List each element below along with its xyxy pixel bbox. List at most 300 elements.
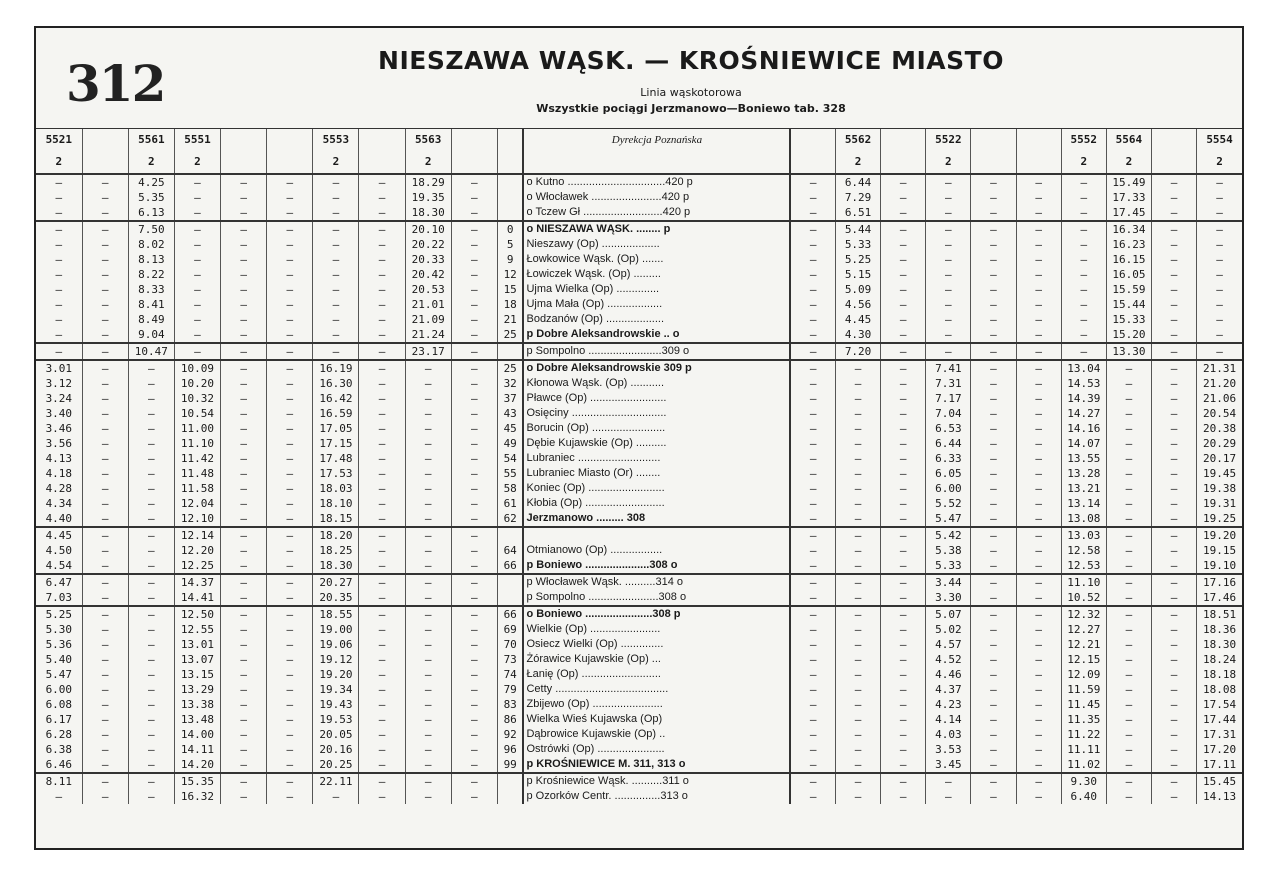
timetable-row bbox=[36, 221, 1242, 237]
km-value bbox=[497, 773, 523, 789]
time-up: — bbox=[1016, 757, 1061, 773]
time-up: 4.23 bbox=[926, 697, 971, 712]
time-up: — bbox=[1016, 252, 1061, 267]
timetable-row bbox=[36, 558, 1242, 574]
time-down: — bbox=[451, 312, 497, 327]
time-down: — bbox=[451, 267, 497, 282]
time-up: 14.53 bbox=[1061, 376, 1106, 391]
time-down: — bbox=[267, 174, 313, 190]
time-up: — bbox=[971, 622, 1016, 637]
time-down: 14.20 bbox=[174, 757, 220, 773]
time-up: — bbox=[881, 682, 926, 697]
time-down: — bbox=[267, 652, 313, 667]
time-down: — bbox=[128, 606, 174, 622]
time-down: 19.20 bbox=[313, 667, 359, 682]
time-up: — bbox=[790, 574, 835, 590]
time-up: — bbox=[1151, 421, 1196, 436]
time-down: 10.20 bbox=[174, 376, 220, 391]
time-down: — bbox=[359, 451, 405, 466]
time-down: 20.33 bbox=[405, 252, 451, 267]
time-up: — bbox=[790, 590, 835, 606]
time-down: — bbox=[221, 682, 267, 697]
train-class-down: 2 bbox=[55, 155, 63, 168]
time-up: — bbox=[1106, 421, 1151, 436]
time-down: — bbox=[451, 297, 497, 312]
station-name: Zbijewo (Op) ....................... bbox=[523, 697, 790, 712]
timetable-row bbox=[36, 496, 1242, 511]
km-value: 37 bbox=[497, 391, 523, 406]
time-down: — bbox=[128, 466, 174, 481]
time-down: — bbox=[405, 622, 451, 637]
time-down: 5.25 bbox=[36, 606, 82, 622]
time-down: 19.12 bbox=[313, 652, 359, 667]
time-up: 18.18 bbox=[1197, 667, 1242, 682]
time-up: — bbox=[1197, 297, 1242, 312]
km-value bbox=[497, 205, 523, 221]
time-up: — bbox=[1151, 622, 1196, 637]
station-name: o Włocławek .......................420 p bbox=[523, 190, 790, 205]
time-down: 6.17 bbox=[45, 713, 73, 726]
time-down: — bbox=[221, 327, 267, 343]
time-up: — bbox=[881, 511, 926, 527]
time-down: 16.19 bbox=[313, 360, 359, 376]
time-up: — bbox=[1151, 312, 1196, 327]
time-down: 18.29 bbox=[405, 174, 451, 190]
time-down: — bbox=[267, 421, 313, 436]
time-down: — bbox=[267, 406, 313, 421]
km-value bbox=[497, 590, 523, 606]
time-down: — bbox=[128, 421, 174, 436]
time-up: 18.36 bbox=[1197, 622, 1242, 637]
time-down: — bbox=[128, 697, 174, 712]
time-up: 3.45 bbox=[926, 757, 971, 773]
time-down: — bbox=[451, 742, 497, 757]
time-down: — bbox=[313, 252, 359, 267]
time-down: — bbox=[359, 622, 405, 637]
time-up: — bbox=[1106, 436, 1151, 451]
train-number-up bbox=[1151, 129, 1196, 151]
time-up: — bbox=[1016, 496, 1061, 511]
time-up: 4.45 bbox=[836, 312, 881, 327]
time-up: — bbox=[881, 606, 926, 622]
time-down: — bbox=[451, 682, 497, 697]
time-up: — bbox=[790, 436, 835, 451]
station-name: Ujma Wielka (Op) .............. bbox=[523, 282, 790, 297]
time-down: — bbox=[359, 543, 405, 558]
time-up: — bbox=[1016, 237, 1061, 252]
time-up: — bbox=[1151, 637, 1196, 652]
time-up: — bbox=[1106, 376, 1151, 391]
time-down: 20.27 bbox=[313, 574, 359, 590]
time-down: — bbox=[267, 789, 313, 804]
time-up: — bbox=[790, 376, 835, 391]
time-down: 18.03 bbox=[313, 481, 359, 496]
time-up: 13.21 bbox=[1061, 481, 1106, 496]
km-header bbox=[497, 129, 523, 151]
time-down: — bbox=[359, 789, 405, 804]
time-up: — bbox=[790, 391, 835, 406]
timetable-row bbox=[36, 757, 1242, 773]
time-down: — bbox=[128, 511, 174, 527]
time-down: 11.42 bbox=[174, 451, 220, 466]
timetable-row bbox=[36, 667, 1242, 682]
station-name: p Włocławek Wąsk. ..........314 o bbox=[523, 574, 790, 590]
time-down: 12.55 bbox=[174, 622, 220, 637]
time-up: — bbox=[1016, 682, 1061, 697]
time-up: — bbox=[881, 496, 926, 511]
time-up: — bbox=[1151, 574, 1196, 590]
time-up: — bbox=[881, 574, 926, 590]
time-up: 13.03 bbox=[1061, 527, 1106, 543]
time-up: — bbox=[971, 205, 1016, 221]
time-up: 7.20 bbox=[836, 343, 881, 360]
station-name: Osiecz Wielki (Op) .............. bbox=[523, 637, 790, 652]
time-up: — bbox=[971, 376, 1016, 391]
time-up: 17.11 bbox=[1197, 757, 1242, 773]
time-down: — bbox=[55, 268, 63, 281]
time-up: 4.52 bbox=[926, 652, 971, 667]
station-name: Żórawice Kujawskie (Op) ... bbox=[523, 652, 790, 667]
time-down: — bbox=[82, 652, 128, 667]
time-down: — bbox=[405, 667, 451, 682]
time-down: 5.40 bbox=[45, 653, 73, 666]
time-up: — bbox=[790, 789, 835, 804]
time-down: 14.11 bbox=[174, 742, 220, 757]
time-up: — bbox=[926, 174, 971, 190]
time-down: 13.29 bbox=[174, 682, 220, 697]
train-number-up: 5564 bbox=[1106, 129, 1151, 151]
time-down: — bbox=[128, 574, 174, 590]
time-down: 13.48 bbox=[174, 712, 220, 727]
time-down: — bbox=[267, 237, 313, 252]
time-down: 8.11 bbox=[36, 773, 82, 789]
station-name: p Ozorków Centr. ...............313 o bbox=[523, 789, 790, 804]
time-up: — bbox=[836, 667, 881, 682]
time-up: — bbox=[836, 481, 881, 496]
time-down: 16.42 bbox=[313, 391, 359, 406]
time-up: — bbox=[1016, 697, 1061, 712]
time-down: — bbox=[405, 682, 451, 697]
km-value: 92 bbox=[497, 727, 523, 742]
time-down: — bbox=[405, 543, 451, 558]
time-up: — bbox=[836, 652, 881, 667]
time-up: 13.30 bbox=[1106, 343, 1151, 360]
time-down: — bbox=[359, 667, 405, 682]
time-up: — bbox=[1016, 558, 1061, 574]
time-up: — bbox=[1016, 742, 1061, 757]
km-value: 70 bbox=[497, 637, 523, 652]
time-down: — bbox=[221, 406, 267, 421]
time-up: — bbox=[790, 205, 835, 221]
time-up: — bbox=[1016, 481, 1061, 496]
time-down: — bbox=[55, 298, 63, 311]
time-up: 5.44 bbox=[836, 221, 881, 237]
time-up: 6.53 bbox=[926, 421, 971, 436]
km-value: 9 bbox=[497, 252, 523, 267]
time-up: 12.27 bbox=[1061, 622, 1106, 637]
time-up: 3.44 bbox=[926, 574, 971, 590]
time-up: — bbox=[836, 466, 881, 481]
km-value bbox=[497, 789, 523, 804]
time-up: — bbox=[926, 773, 971, 789]
time-up: 5.38 bbox=[926, 543, 971, 558]
time-down: 20.25 bbox=[313, 757, 359, 773]
time-up: — bbox=[926, 190, 971, 205]
time-up: 14.07 bbox=[1061, 436, 1106, 451]
time-down: — bbox=[174, 237, 220, 252]
time-down: 3.46 bbox=[45, 422, 73, 435]
time-up: 13.28 bbox=[1061, 466, 1106, 481]
time-up: 19.20 bbox=[1197, 527, 1242, 543]
time-down: — bbox=[267, 282, 313, 297]
time-up: — bbox=[1106, 590, 1151, 606]
time-down: — bbox=[451, 574, 497, 590]
time-down: — bbox=[359, 558, 405, 574]
time-up: 4.37 bbox=[926, 682, 971, 697]
time-up: — bbox=[926, 252, 971, 267]
time-down: — bbox=[451, 527, 497, 543]
time-down: — bbox=[451, 496, 497, 511]
time-down: — bbox=[174, 205, 220, 221]
time-up: — bbox=[881, 637, 926, 652]
time-down: — bbox=[221, 436, 267, 451]
time-up: — bbox=[881, 297, 926, 312]
time-up: — bbox=[836, 574, 881, 590]
time-down: — bbox=[359, 637, 405, 652]
time-up: — bbox=[881, 421, 926, 436]
time-up: — bbox=[1016, 391, 1061, 406]
station-name: o NIESZAWA WĄSK. ........ p bbox=[523, 221, 790, 237]
km-value: 69 bbox=[497, 622, 523, 637]
time-down: — bbox=[82, 343, 128, 360]
time-down: — bbox=[359, 712, 405, 727]
km-value: 62 bbox=[497, 511, 523, 527]
time-up: — bbox=[1061, 282, 1106, 297]
time-up: 16.23 bbox=[1106, 237, 1151, 252]
station-name: Dębie Kujawskie (Op) .......... bbox=[523, 436, 790, 451]
time-up: — bbox=[1197, 205, 1242, 221]
time-up: — bbox=[971, 590, 1016, 606]
timetable-row bbox=[36, 451, 1242, 466]
time-up: 5.25 bbox=[836, 252, 881, 267]
time-down: — bbox=[221, 252, 267, 267]
time-up: — bbox=[1197, 190, 1242, 205]
time-down: — bbox=[313, 205, 359, 221]
time-down: 18.20 bbox=[313, 527, 359, 543]
km-value: 86 bbox=[497, 712, 523, 727]
time-down: — bbox=[405, 406, 451, 421]
time-up: — bbox=[1016, 327, 1061, 343]
time-down: — bbox=[359, 297, 405, 312]
time-down: — bbox=[267, 527, 313, 543]
time-down: 20.35 bbox=[313, 590, 359, 606]
timetable-row bbox=[36, 312, 1242, 327]
time-up: 15.20 bbox=[1106, 327, 1151, 343]
time-up: — bbox=[1151, 174, 1196, 190]
time-up: — bbox=[926, 343, 971, 360]
time-up: 21.31 bbox=[1197, 360, 1242, 376]
time-down: — bbox=[313, 190, 359, 205]
time-down: 10.47 bbox=[128, 343, 174, 360]
station-name: Otmianowo (Op) ................. bbox=[523, 543, 790, 558]
time-up: 15.59 bbox=[1106, 282, 1151, 297]
time-up: — bbox=[971, 174, 1016, 190]
time-down: 22.11 bbox=[313, 773, 359, 789]
time-up: — bbox=[1106, 406, 1151, 421]
km-value bbox=[497, 343, 523, 360]
time-up: — bbox=[836, 436, 881, 451]
time-down: — bbox=[359, 221, 405, 237]
time-up: — bbox=[971, 697, 1016, 712]
time-down: — bbox=[451, 667, 497, 682]
time-up: — bbox=[1016, 712, 1061, 727]
time-up: 6.33 bbox=[926, 451, 971, 466]
time-down: — bbox=[313, 297, 359, 312]
time-down: — bbox=[451, 637, 497, 652]
time-down: — bbox=[359, 481, 405, 496]
time-up: — bbox=[1016, 574, 1061, 590]
km-value: 61 bbox=[497, 496, 523, 511]
time-down: — bbox=[221, 297, 267, 312]
time-down: — bbox=[267, 360, 313, 376]
time-down: — bbox=[221, 606, 267, 622]
time-down: — bbox=[451, 174, 497, 190]
time-up: — bbox=[790, 511, 835, 527]
time-down: 4.13 bbox=[45, 452, 73, 465]
time-up: 6.51 bbox=[836, 205, 881, 221]
time-down: — bbox=[82, 190, 128, 205]
time-up: — bbox=[881, 667, 926, 682]
time-down: — bbox=[405, 451, 451, 466]
time-up: — bbox=[881, 451, 926, 466]
time-down: — bbox=[267, 558, 313, 574]
time-up: — bbox=[971, 312, 1016, 327]
station-name: Łowkowice Wąsk. (Op) ....... bbox=[523, 252, 790, 267]
time-up: — bbox=[836, 682, 881, 697]
time-down: — bbox=[82, 436, 128, 451]
station-name: Lubraniec Miasto (Or) ........ bbox=[523, 466, 790, 481]
time-down: 12.14 bbox=[174, 527, 220, 543]
train-number-down: 5553 bbox=[313, 129, 359, 151]
time-up: 17.16 bbox=[1197, 574, 1242, 590]
time-up: 16.15 bbox=[1106, 252, 1151, 267]
km-value: 25 bbox=[497, 327, 523, 343]
time-down: 6.00 bbox=[45, 683, 73, 696]
time-up: — bbox=[1197, 312, 1242, 327]
time-up: — bbox=[971, 511, 1016, 527]
time-down: — bbox=[451, 436, 497, 451]
time-up: — bbox=[1151, 252, 1196, 267]
time-down: — bbox=[313, 237, 359, 252]
time-down: — bbox=[267, 205, 313, 221]
time-up: — bbox=[881, 622, 926, 637]
time-down: — bbox=[359, 406, 405, 421]
timetable-row bbox=[36, 421, 1242, 436]
train-number-down: 5551 bbox=[174, 129, 220, 151]
time-down: — bbox=[267, 190, 313, 205]
time-up: — bbox=[836, 360, 881, 376]
station-name: Bodzanów (Op) ................... bbox=[523, 312, 790, 327]
time-up: — bbox=[1016, 343, 1061, 360]
time-up: — bbox=[1106, 606, 1151, 622]
time-down: 19.00 bbox=[313, 622, 359, 637]
time-down: 12.25 bbox=[174, 558, 220, 574]
time-up: 7.31 bbox=[926, 376, 971, 391]
timetable-row bbox=[36, 297, 1242, 312]
station-name: o Dobre Aleksandrowskie 309 p bbox=[523, 360, 790, 376]
time-up: — bbox=[1016, 205, 1061, 221]
time-down: — bbox=[221, 789, 267, 804]
time-up: — bbox=[1061, 267, 1106, 282]
time-up: — bbox=[1061, 205, 1106, 221]
km-value bbox=[497, 574, 523, 590]
time-down: — bbox=[82, 252, 128, 267]
time-up: — bbox=[1106, 652, 1151, 667]
train-class-down: 2 bbox=[405, 151, 451, 174]
train-class-up bbox=[790, 151, 835, 174]
time-down: — bbox=[359, 511, 405, 527]
time-up: — bbox=[836, 727, 881, 742]
time-down: — bbox=[451, 606, 497, 622]
time-up: — bbox=[790, 466, 835, 481]
train-class-up: 2 bbox=[926, 151, 971, 174]
time-down: — bbox=[221, 267, 267, 282]
time-down: — bbox=[405, 481, 451, 496]
time-down: — bbox=[221, 481, 267, 496]
km-value: 32 bbox=[497, 376, 523, 391]
time-down: — bbox=[221, 421, 267, 436]
time-up: — bbox=[790, 406, 835, 421]
time-up: 12.21 bbox=[1061, 637, 1106, 652]
time-up: 6.00 bbox=[926, 481, 971, 496]
time-down: — bbox=[405, 421, 451, 436]
timetable-row bbox=[36, 252, 1242, 267]
time-down: — bbox=[221, 496, 267, 511]
time-up: — bbox=[971, 282, 1016, 297]
km-value bbox=[497, 190, 523, 205]
km-value: 54 bbox=[497, 451, 523, 466]
time-down: — bbox=[128, 558, 174, 574]
time-down: 11.58 bbox=[174, 481, 220, 496]
timetable-row bbox=[36, 391, 1242, 406]
train-class-up bbox=[971, 151, 1016, 174]
timetable-row bbox=[36, 205, 1242, 221]
time-up: — bbox=[881, 205, 926, 221]
time-down: 6.38 bbox=[45, 743, 73, 756]
time-down: — bbox=[55, 238, 63, 251]
time-down: — bbox=[359, 757, 405, 773]
time-up: 7.41 bbox=[926, 360, 971, 376]
time-down: — bbox=[313, 174, 359, 190]
time-down: — bbox=[451, 773, 497, 789]
time-up: — bbox=[971, 221, 1016, 237]
time-up: — bbox=[1106, 789, 1151, 804]
time-up: — bbox=[971, 712, 1016, 727]
time-down: — bbox=[359, 360, 405, 376]
time-down: 18.30 bbox=[405, 205, 451, 221]
time-up: — bbox=[1016, 727, 1061, 742]
time-up: — bbox=[836, 697, 881, 712]
time-down: 14.00 bbox=[174, 727, 220, 742]
time-up: — bbox=[1016, 511, 1061, 527]
time-down: — bbox=[82, 312, 128, 327]
time-up: 11.02 bbox=[1061, 757, 1106, 773]
time-up: — bbox=[790, 712, 835, 727]
time-up: — bbox=[1151, 343, 1196, 360]
time-up: 7.17 bbox=[926, 391, 971, 406]
time-down: — bbox=[359, 252, 405, 267]
time-down: — bbox=[267, 252, 313, 267]
